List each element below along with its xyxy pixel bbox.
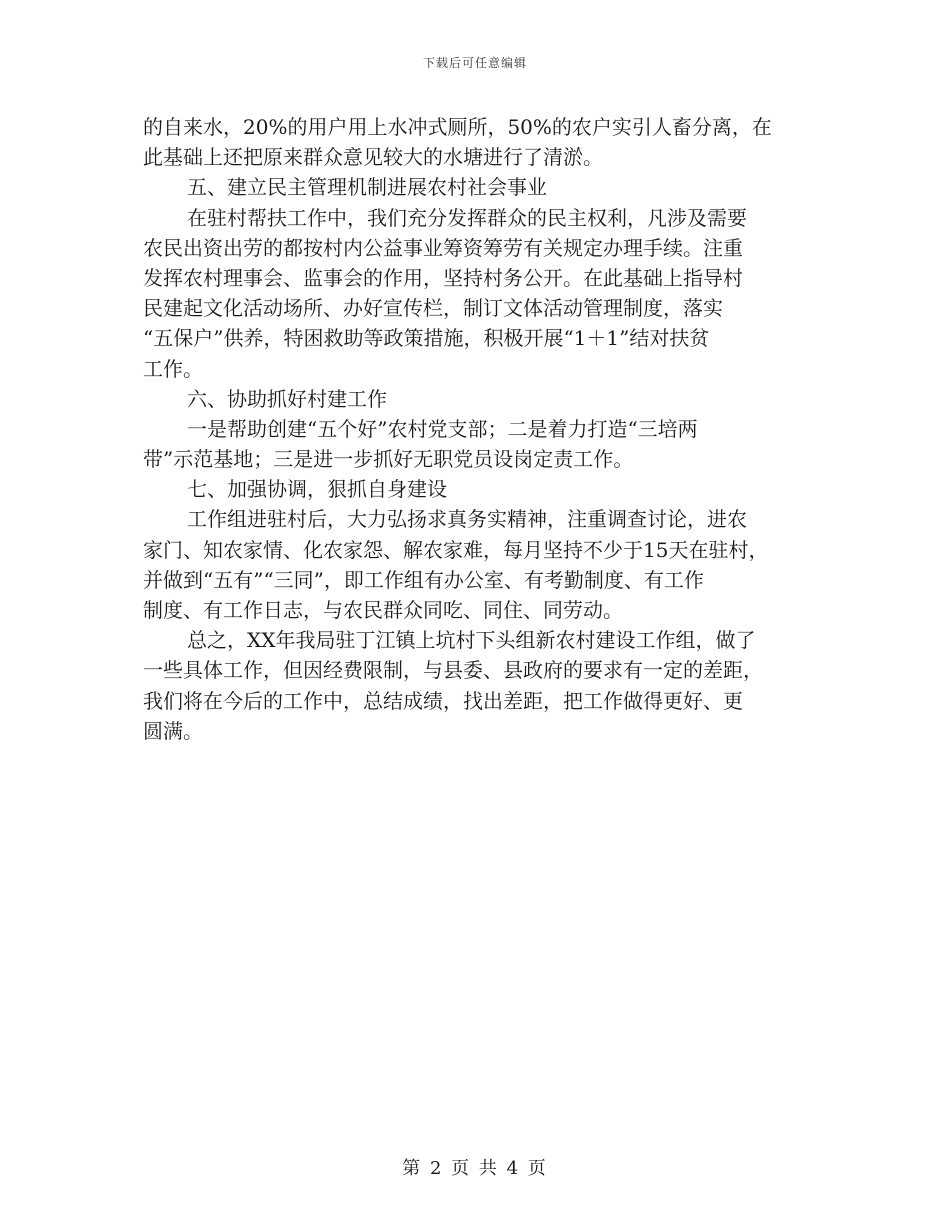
- document-body: [143, 112, 808, 746]
- body-line: 一些具体工作，但因经费限制，与县委、县政府的要求有一定的差距，: [143, 658, 763, 683]
- body-line: 带”示范基地；三是进一步抓好无职党员设岗定责工作。: [143, 447, 634, 472]
- section-heading-7: 七、加强协调，狠抓自身建设: [187, 477, 447, 502]
- body-line: 的自来水，20%的用户用上水冲式厕所，50%的农户实引人畜分离，在: [143, 115, 772, 139]
- body-line: “五保户”供养，特困救助等政策措施，积极开展“1＋1”结对扶贫: [143, 326, 710, 351]
- body-line: 民建起文化活动场所、办好宣传栏，制订文体活动管理制度，落实: [143, 296, 723, 321]
- body-line: 并做到“五有”“三同”，即工作组有办公室、有考勤制度、有工作: [143, 567, 704, 592]
- body-line: 工作。: [143, 356, 203, 381]
- body-line: 圆满。: [143, 718, 203, 743]
- body-line: 总之，XX年我局驻丁江镇上坑村下头组新农村建设工作组，做了: [187, 628, 756, 653]
- body-line: 工作组进驻村后，大力弘扬求真务实精神，注重调查讨论，进农: [187, 507, 747, 532]
- body-line: 农民出资出劳的都按村内公益事业筹资筹劳有关规定办理手续。注重: [143, 235, 743, 260]
- body-line: 发挥农村理事会、监事会的作用，坚持村务公开。在此基础上指导村: [143, 265, 743, 290]
- body-line: 此基础上还把原来群众意见较大的水塘进行了清淤。: [143, 145, 603, 170]
- section-heading-5: 五、建立民主管理机制进展农村社会事业: [187, 175, 547, 200]
- page-header: 下载后可任意编辑: [422, 56, 527, 70]
- body-line: 家门、知农家情、化农家怨、解农家难，每月坚持不少于15天在驻村，: [143, 537, 769, 562]
- body-line: 制度、有工作日志，与农民群众同吃、同住、同劳动。: [143, 598, 623, 622]
- body-line: 一是帮助创建“五个好”农村党支部；二是着力打造“三培两: [187, 416, 698, 441]
- body-line: 我们将在今后的工作中，总结成绩，找出差距，把工作做得更好、更: [143, 688, 743, 713]
- section-heading-6: 六、协助抓好村建工作: [187, 386, 387, 411]
- body-line: 在驻村帮扶工作中，我们充分发挥群众的民主权利，凡涉及需要: [187, 205, 747, 230]
- page-number-footer: 第 2 页 共 4 页: [402, 1158, 548, 1179]
